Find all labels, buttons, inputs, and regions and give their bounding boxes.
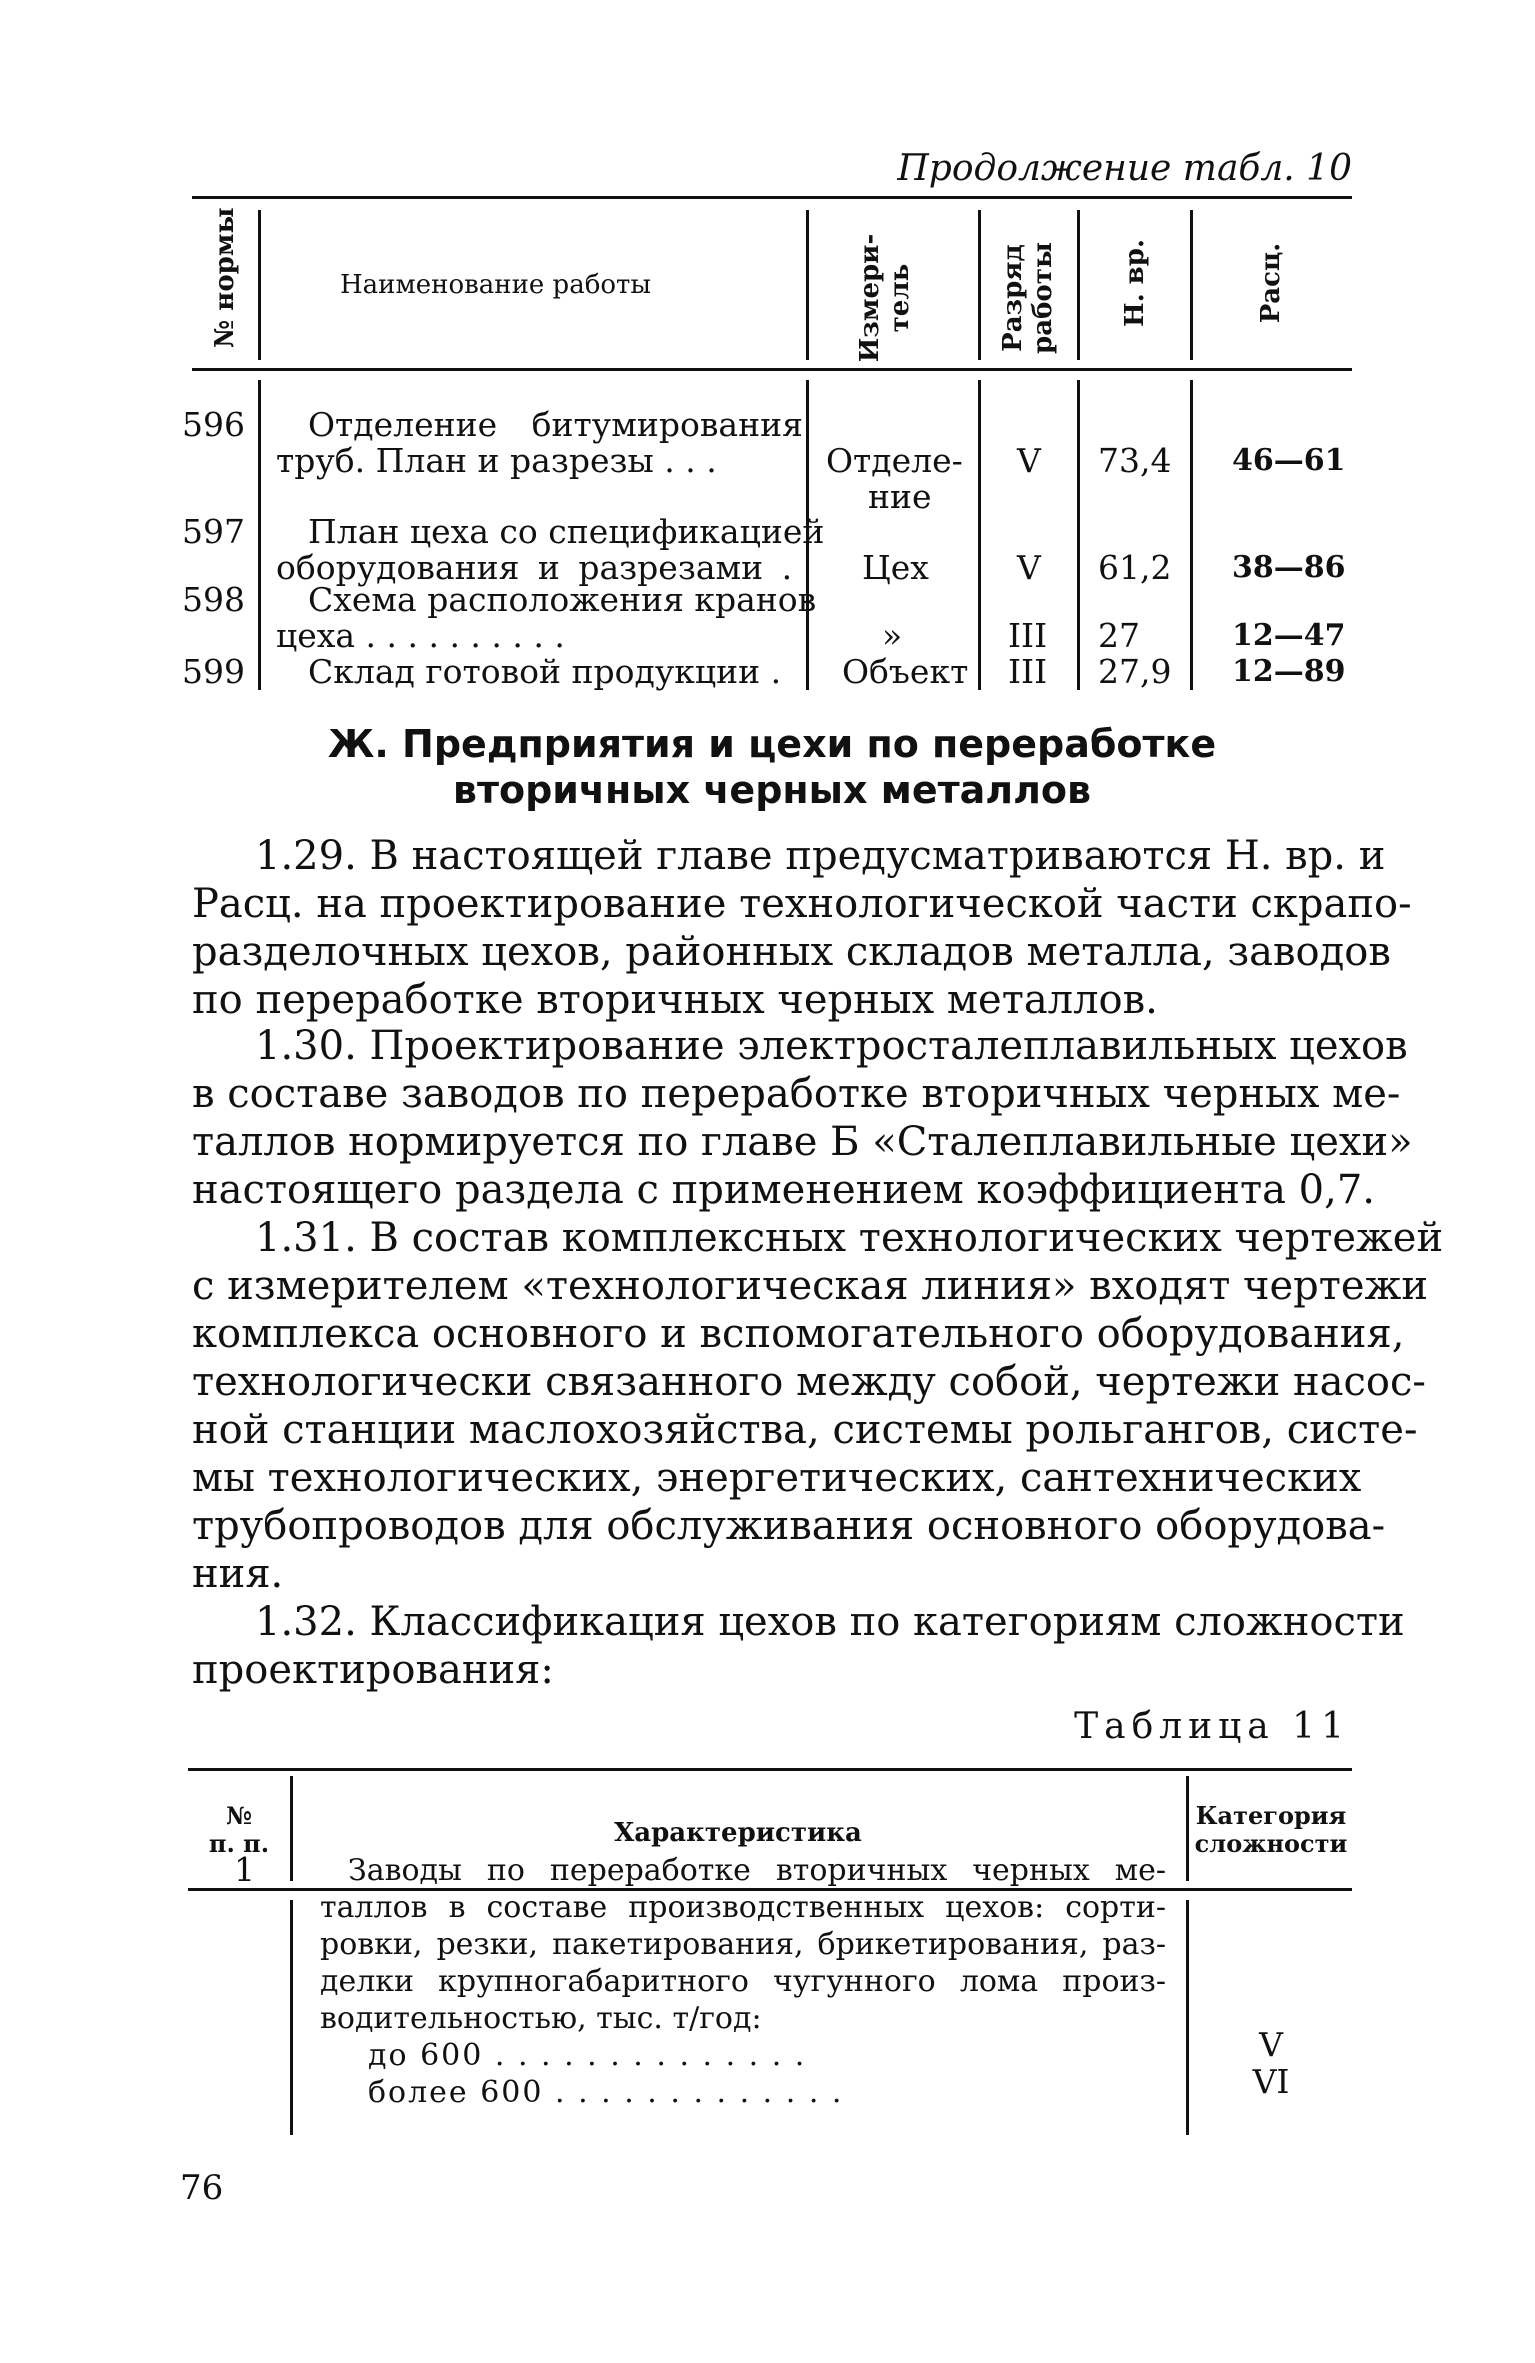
table11-row-text — [320, 1852, 1166, 2111]
table-row-hours: 61,2 — [1098, 548, 1172, 587]
paragraph-line: 1.30. Проектирование электросталеплавильных цехов — [255, 1023, 1408, 1069]
table-row-unit: Отделе- — [826, 441, 963, 480]
table-row-no: 1 — [234, 1850, 255, 1889]
table-row-grade: V — [1017, 548, 1041, 587]
paragraph-line: 1.31. В состав комплексных технологических чертежей — [255, 1215, 1444, 1261]
column-header-rate: Расц. — [1256, 242, 1286, 324]
column-header-norm-no: № нормы — [210, 207, 240, 348]
table-row-hours: 27 — [1098, 616, 1140, 655]
table11-caption: Таблица 11 — [1074, 1706, 1350, 1747]
column-header-hours: Н. вр. — [1120, 239, 1150, 327]
table-row-no: 598 — [182, 580, 245, 619]
table-row-name: цеха . . . . . . . . . . — [276, 616, 565, 655]
column-header-work-name: Наименование работы — [340, 270, 652, 300]
paragraph-line: технологически связанного между собой, чертежи насос- — [192, 1359, 1426, 1405]
paragraph-line: комплекса основного и вспомогательного оборудования, — [192, 1311, 1405, 1357]
column-header-category-line2: сложности — [1194, 1829, 1348, 1858]
column-header-no-line1: № — [225, 1801, 253, 1830]
paragraph-line: 1.29. В настоящей главе предусматриваются Н. вр. и — [255, 833, 1386, 879]
table10-top-rule — [192, 196, 1352, 199]
table-row-rate: 46—61 — [1232, 443, 1346, 478]
table-row-name: Склад готовой продукции . — [308, 652, 782, 691]
column-header-unit: Измери-тель — [855, 233, 915, 363]
table11-top-rule — [188, 1768, 1352, 1771]
table-row-name: оборудования и разрезами . — [276, 548, 793, 587]
table11-vline — [1186, 1900, 1189, 2135]
paragraph-line: в составе заводов по переработке вторичных черных ме- — [192, 1071, 1401, 1117]
table11-vline — [290, 1900, 293, 2135]
column-header-characteristic: Характеристика — [614, 1818, 862, 1848]
table10-vline — [1190, 380, 1193, 690]
row-sub-item: до 600 . . . . . . . . . . . . . . — [368, 2038, 807, 2073]
table-row-unit: Объект — [842, 652, 969, 691]
column-header-no-line2: п. п. — [208, 1829, 270, 1858]
table-row-name: Отделение битумирования — [308, 405, 803, 444]
table-row-unit: ние — [868, 477, 932, 516]
table-row-no: 596 — [182, 405, 245, 444]
paragraph-line: мы технологических, энергетических, сантехнических — [192, 1455, 1362, 1501]
paragraph-line: по переработке вторичных черных металлов. — [192, 977, 1158, 1023]
table-row-no: 599 — [182, 652, 245, 691]
table-row-grade: III — [1008, 616, 1048, 655]
table10-vline — [258, 210, 261, 360]
paragraph-line: проектирования: — [192, 1647, 554, 1693]
table10-vline — [1077, 380, 1080, 690]
column-header-category — [1190, 1802, 1352, 1858]
table-row-unit: Цех — [862, 548, 929, 587]
table10-vline — [258, 380, 261, 690]
paragraph-line: настоящего раздела с применением коэффициента 0,7. — [192, 1167, 1375, 1213]
row-category: VI — [1252, 2062, 1290, 2101]
page-number: 76 — [180, 2168, 224, 2208]
paragraph-line: трубопроводов для обслуживания основного оборудова- — [192, 1503, 1386, 1549]
row-text-line: водительностью, тыс. т/год: — [320, 2001, 762, 2036]
paragraph-line: ния. — [192, 1551, 284, 1597]
table10-vline — [1077, 210, 1080, 360]
paragraph-line: Расц. на проектирование технологической части скрапо- — [192, 881, 1412, 927]
table10-vline — [978, 210, 981, 360]
table-row-rate: 12—89 — [1232, 654, 1346, 689]
table10-vline — [806, 210, 809, 360]
row-text-line: таллов в составе производственных цехов: сорти- — [320, 1890, 1166, 1925]
paragraph-line: ной станции маслохозяйства, системы рольгангов, систе- — [192, 1407, 1418, 1453]
table-row-name: План цеха со спецификацией — [308, 512, 825, 551]
table10-vline — [978, 380, 981, 690]
table-row-hours: 27,9 — [1098, 652, 1172, 691]
table-row-hours: 73,4 — [1098, 441, 1172, 480]
table-row-name: Схема расположения кранов — [308, 580, 817, 619]
paragraph-line: разделочных цехов, районных складов металла, заводов — [192, 929, 1391, 975]
row-category: V — [1259, 2025, 1283, 2064]
table-row-grade: III — [1008, 652, 1048, 691]
row-text-line: делки крупногабаритного чугунного лома произ- — [320, 1964, 1166, 1999]
paragraph-line: 1.32. Классификация цехов по категориям сложности — [255, 1599, 1405, 1645]
table-row-name: труб. План и разрезы . . . — [276, 441, 717, 480]
row-text-line: Заводы по переработке вторичных черных ме- — [348, 1853, 1166, 1888]
column-header-grade: Разряд работы — [998, 242, 1058, 354]
table-row-rate: 12—47 — [1232, 618, 1346, 653]
row-sub-item: более 600 . . . . . . . . . . . . . — [368, 2075, 844, 2110]
column-header-category-line1: Категория — [1195, 1801, 1347, 1830]
table-row-rate: 38—86 — [1232, 550, 1346, 585]
table-row-unit: » — [882, 616, 903, 655]
section-title: Ж. Предприятия и цехи по переработке — [327, 722, 1217, 766]
table11-vline — [1186, 1776, 1189, 1881]
table10-vline — [1190, 210, 1193, 360]
paragraph-line: с измерителем «технологическая линия» входят чертежи — [192, 1263, 1429, 1309]
continuation-header: Продолжение табл. 10 — [897, 148, 1352, 189]
paragraph-line: таллов нормируется по главе Б «Сталеплавильные цехи» — [192, 1119, 1413, 1165]
table10-header-rule — [192, 368, 1352, 371]
section-subtitle: вторичных черных металлов — [452, 768, 1092, 812]
table-row-no: 597 — [182, 512, 245, 551]
row-text-line: ровки, резки, пакетирования, брикетирования, раз- — [320, 1927, 1166, 1962]
table-row-grade: V — [1017, 441, 1041, 480]
